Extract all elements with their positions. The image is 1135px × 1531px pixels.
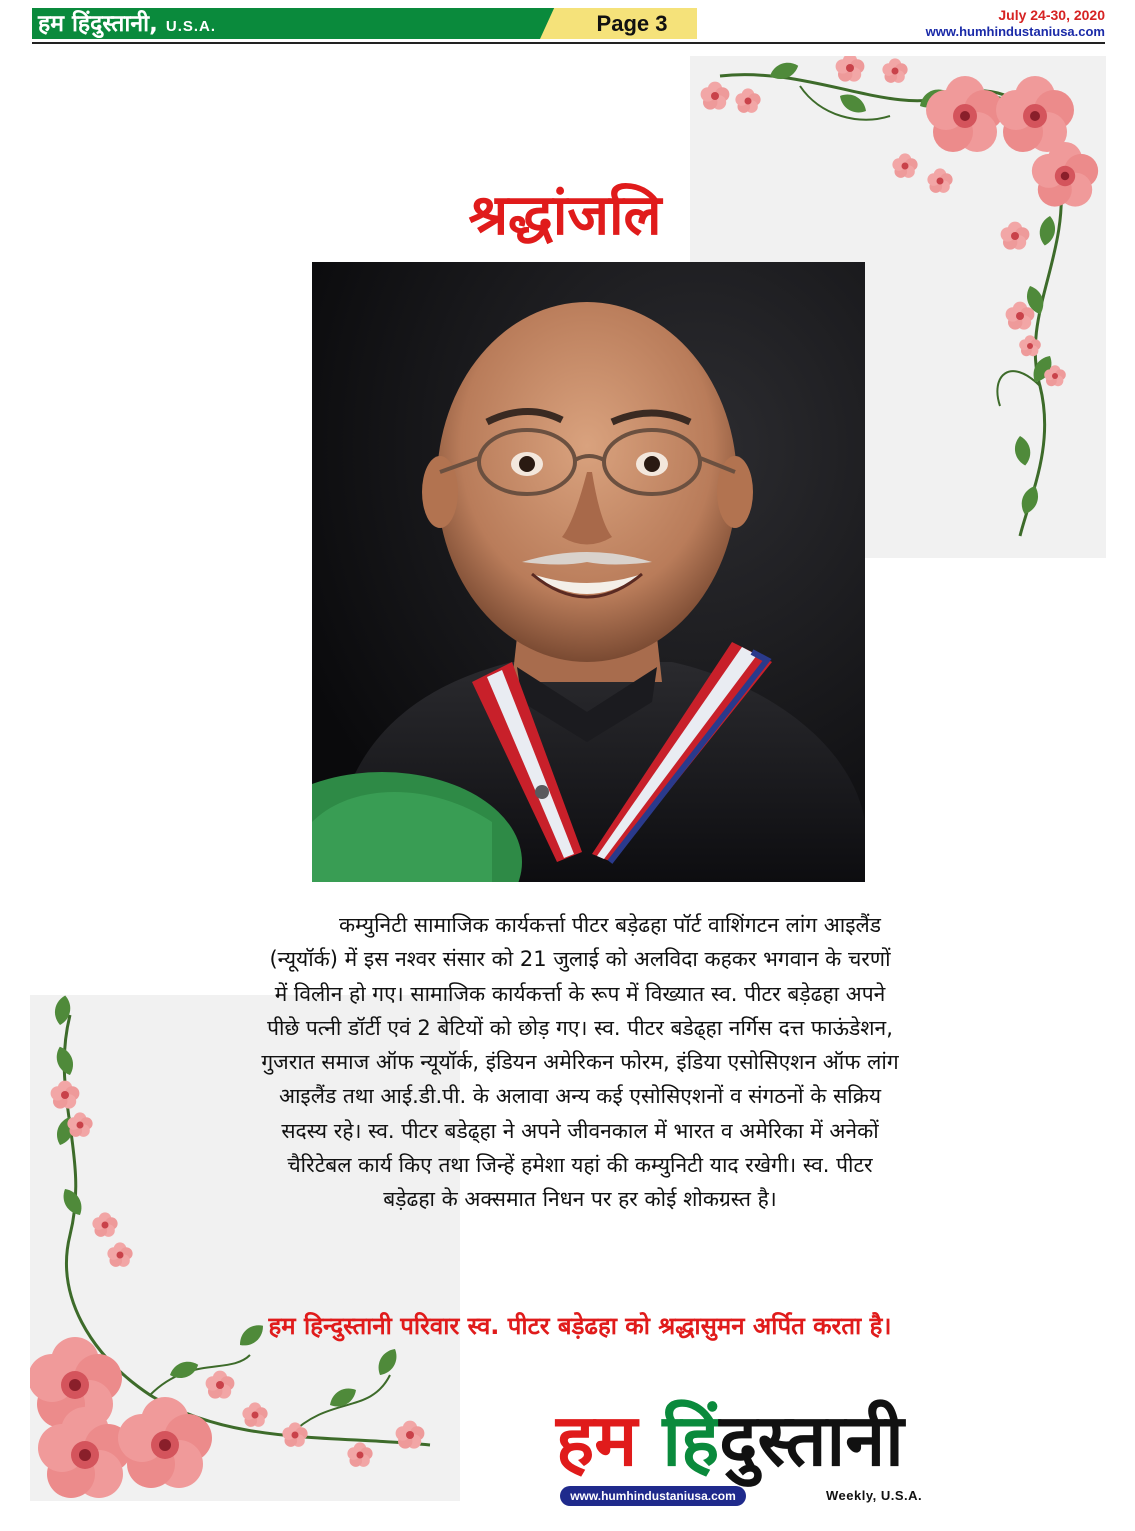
obituary-text <box>150 908 1010 1217</box>
page-header <box>0 0 1135 48</box>
article-line: सदस्य रहे। स्व. पीटर बडेढ्हा ने अपने जीवनकाल में भारत व अमेरिका में अनेकों <box>281 1118 879 1143</box>
paper-region: U.S.A. <box>165 18 217 35</box>
logo-wordmark <box>556 1396 996 1484</box>
tribute-line: हम हिन्दुस्तानी परिवार स्व. पीटर बड़ेढहा को श्रद्धासुमन अर्पित करता है। <box>268 1312 892 1340</box>
article-line: चैरिटेबल कार्य किए तथा जिन्हें हमेशा यहां की कम्युनिटी याद रखेगी। स्व. पीटर <box>287 1153 873 1178</box>
footer-logo <box>556 1396 996 1506</box>
logo-tagline: Weekly, U.S.A. <box>826 1488 923 1503</box>
page-title: श्रद्धांजलि <box>468 183 662 248</box>
article-line: में विलीन हो गए। सामाजिक कार्यकर्त्ता के रूप में विख्यात स्व. पीटर बड़ेढहा अपने <box>274 981 886 1006</box>
logo-word-hin: हिं <box>662 1398 720 1482</box>
article-line: गुजरात समाज ऑफ न्यूयॉर्क, इंडियन अमेरिकन फोरम, इंडिया एसोसिएशन ऑफ लांग <box>261 1050 899 1075</box>
article-line: आइलैंड तथा आई.डी.पी. के अलावा अन्य कई एसोसिएशनों व संगठनों के सक्रिय <box>278 1084 882 1109</box>
portrait-image <box>312 262 865 882</box>
paper-name: हम हिंदुस्तानी, <box>38 11 158 37</box>
article-line: कम्युनिटी सामाजिक कार्यकर्त्ता पीटर बड़ेढहा पॉर्ट वाशिंगटन लांग आइलैंड <box>338 913 882 937</box>
masthead-title <box>38 11 216 40</box>
issue-date: July 24-30, 2020 <box>998 7 1105 23</box>
footer-website-link[interactable]: www.humhindustaniusa.com <box>560 1486 746 1506</box>
article-line: (न्यूयॉर्क) में इस नश्वर संसार को 21 जुलाई को अलविदा कहकर भगवान के चरणों <box>269 947 891 972</box>
header-website-link[interactable]: www.humhindustaniusa.com <box>925 24 1105 39</box>
logo-word-dustani: दुस्तानी <box>719 1398 904 1482</box>
logo-word-hum: हम <box>556 1398 638 1482</box>
page-number: Page 3 <box>596 11 668 36</box>
portrait-photo <box>312 262 865 882</box>
article-line: बड़ेढहा के अक्समात निधन पर हर कोई शोकग्रस्त है। <box>383 1187 777 1212</box>
header-divider <box>32 42 1105 44</box>
article-line: पीछे पत्नी डॉर्टी एवं 2 बेटियों को छोड़ गए। स्व. पीटर बडेढ्हा नर्गिस दत्त फाऊंडेशन, <box>267 1015 893 1040</box>
